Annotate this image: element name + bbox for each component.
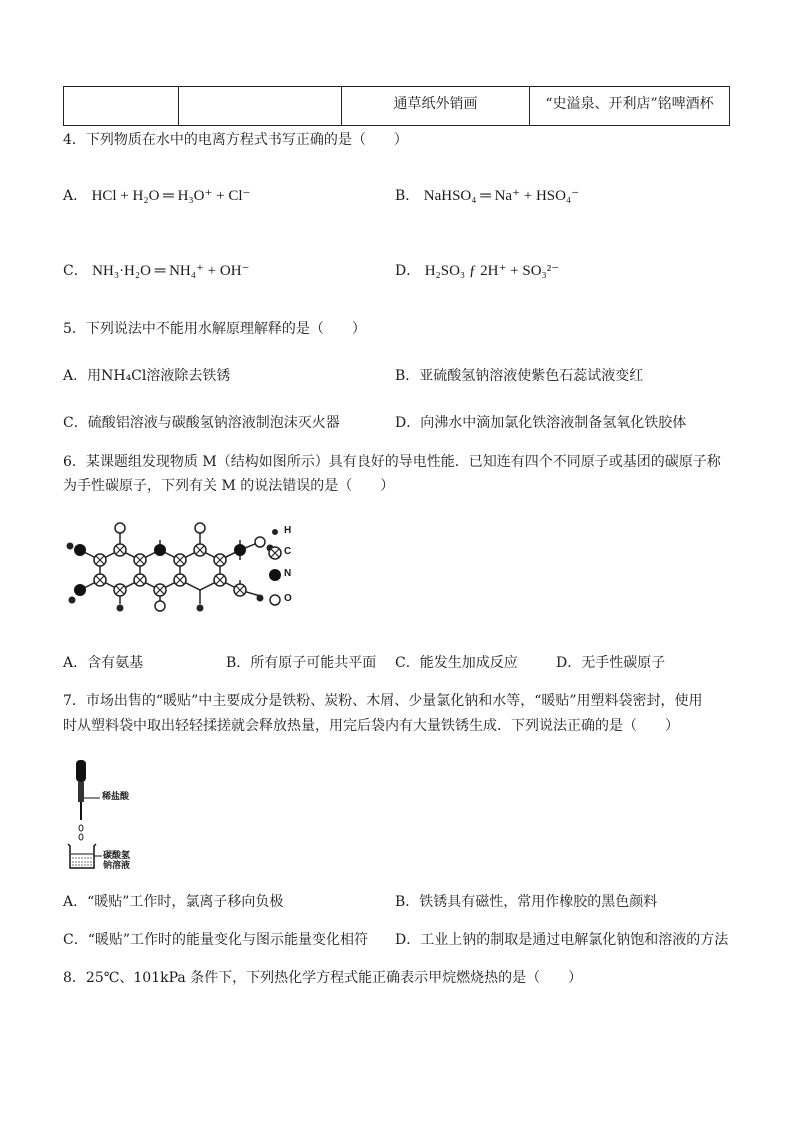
molecule-m-structure-diagram [62, 518, 312, 618]
q5-option-a[interactable]: A．用NH₄Cl溶液除去铁锈 [63, 368, 231, 384]
artifact-table [63, 86, 730, 126]
atom-legend-labels [284, 525, 292, 604]
q5-option-b[interactable]: B．亚硫酸氢钠溶液使紫色石蕊试液变红 [395, 368, 644, 384]
q7-option-c[interactable]: C．“暖贴”工作时的能量变化与图示能量变化相符 [63, 932, 369, 948]
dropper-bulb [76, 760, 86, 782]
table-cell [64, 87, 179, 126]
q4-a-equation: HCl + H₂O ═ H₃O⁺ + Cl⁻ [91, 188, 251, 204]
q6-stem-line1: 6．某课题组发现物质 M（结构如图所示）具有良好的导电性能．已知连有四个不同原子或基团的碳原子称 [63, 454, 721, 470]
drop [79, 825, 83, 831]
q4-option-b[interactable] [395, 187, 579, 205]
q4-d-equation: H₂SO₃ ƒ 2H⁺ + SO₃²⁻ [424, 263, 560, 279]
beaker [68, 844, 96, 868]
q6-option-a[interactable]: A．含有氨基 [63, 655, 144, 671]
option-label: A． [63, 188, 88, 204]
q5-option-d[interactable]: D．向沸水中滴加氯化铁溶液制备氢氧化铁胶体 [395, 415, 687, 431]
oxygen-atoms [115, 523, 265, 611]
table-cell: “史溢泉、开利店”铭啤酒杯 [530, 87, 730, 126]
legend-label-o: O [284, 593, 292, 604]
q4-b-equation: NaHSO₄ ═ Na⁺ + HSO₄⁻ [423, 188, 580, 204]
q7-stem-line2: 时从塑料袋中取出轻轻揉搓就会释放热量，用完后袋内有大量铁锈生成．下列说法正确的是（ ） [63, 718, 679, 734]
legend-label-h: H [284, 525, 292, 536]
option-label: C． [63, 263, 88, 279]
q7-option-b[interactable]: B．铁锈具有磁性，常用作橡胶的黑色颜料 [395, 894, 658, 910]
fig-label-nahco3-line2: 钠溶液 [103, 861, 131, 871]
q7-option-a[interactable]: A．“暖贴”工作时，氯离子移向负极 [63, 894, 284, 910]
fig-label-dilute-hcl: 稀盐酸 [102, 792, 130, 802]
q6-stem-line2: 为手性碳原子，下列有关 M 的说法错误的是（ ） [63, 478, 395, 494]
legend-label-n: N [284, 568, 292, 579]
fig-label-nahco3-line1: 碳酸氢 [103, 851, 131, 861]
legend-label-c: C [284, 546, 292, 557]
q4-option-d[interactable] [395, 262, 559, 280]
table-cell: 通草纸外销画 [342, 87, 530, 126]
atom-legend [269, 529, 281, 605]
drop [79, 834, 83, 840]
q4-stem: 4．下列物质在水中的电离方程式书写正确的是（ ） [63, 132, 408, 148]
option-label: D． [395, 263, 421, 279]
q6-option-d[interactable]: D．无手性碳原子 [556, 655, 666, 671]
q4-option-c[interactable] [63, 262, 249, 280]
fig-label-nahco3 [103, 851, 130, 871]
q8-stem: 8．25℃、101kPa 条件下，下列热化学方程式能正确表示甲烷燃烧热的是（ ） [63, 970, 583, 986]
q6-option-c[interactable]: C．能发生加成反应 [395, 655, 518, 671]
carbon-atoms [94, 544, 246, 596]
table-cell [179, 87, 342, 126]
q6-option-b[interactable]: B．所有原子可能共平面 [226, 655, 377, 671]
q5-stem: 5．下列说法中不能用水解原理解释的是（ ） [63, 321, 366, 337]
q5-option-c[interactable]: C．硫酸铝溶液与碳酸氢钠溶液制泡沫灭火器 [63, 415, 340, 431]
q7-stem-line1: 7．市场出售的“暖贴”中主要成分是铁粉、炭粉、木屑、少量氯化钠和水等，“暖贴”用塑料袋密封，使用 [63, 693, 703, 709]
q4-option-a[interactable] [63, 187, 250, 205]
option-label: B． [395, 188, 420, 204]
table-row [64, 87, 730, 126]
q7-option-d[interactable]: D．工业上钠的制取是通过电解氯化钠饱和溶液的方法 [395, 932, 729, 948]
q4-c-equation: NH₃·H₂O ═ NH₄⁺ + OH⁻ [92, 263, 250, 279]
